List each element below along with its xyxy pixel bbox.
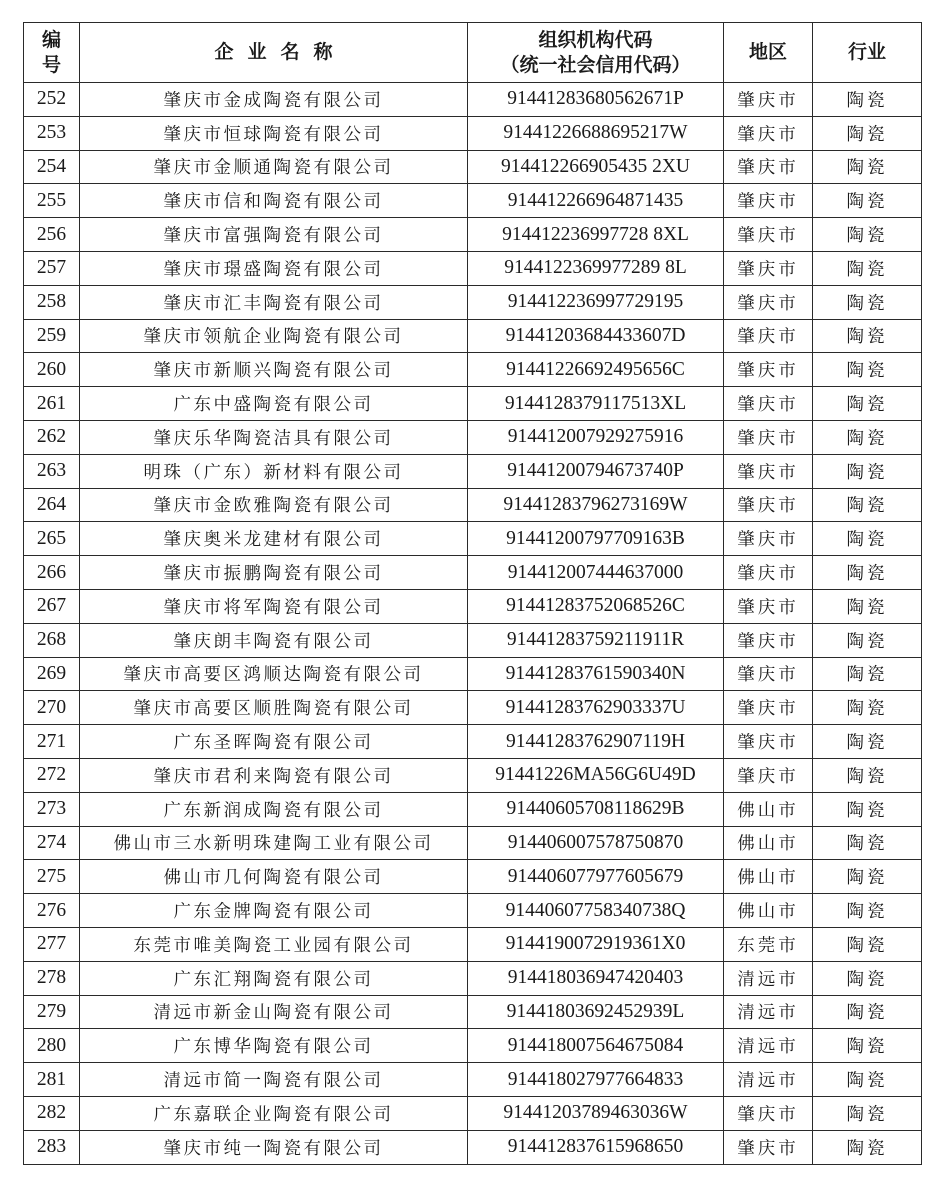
- company-name-cell: 广东金牌陶瓷有限公司: [80, 894, 468, 928]
- table-row: [24, 691, 922, 725]
- table-row: [24, 116, 922, 150]
- industry-cell: 陶瓷: [813, 83, 922, 117]
- region-cell: 肇庆市: [724, 353, 813, 387]
- row-number-cell: 256: [24, 218, 80, 252]
- row-number-cell: 277: [24, 927, 80, 961]
- industry-cell: 陶瓷: [813, 758, 922, 792]
- row-number-cell: 282: [24, 1096, 80, 1130]
- region-cell: 清远市: [724, 1063, 813, 1097]
- region-cell: 肇庆市: [724, 589, 813, 623]
- industry-cell: 陶瓷: [813, 150, 922, 184]
- header-company-name-label: 企业名称: [214, 41, 347, 63]
- company-name-cell: 肇庆市君利来陶瓷有限公司: [80, 758, 468, 792]
- row-number-cell: 253: [24, 116, 80, 150]
- region-cell: 肇庆市: [724, 623, 813, 657]
- industry-cell: 陶瓷: [813, 1130, 922, 1164]
- credit-code-cell: 91441200797709163B: [468, 522, 724, 556]
- credit-code-cell: 914412236997729195: [468, 285, 724, 319]
- company-name-cell: 清远市新金山陶瓷有限公司: [80, 995, 468, 1029]
- region-cell: 肇庆市: [724, 1130, 813, 1164]
- table-row: [24, 927, 922, 961]
- row-number-cell: 265: [24, 522, 80, 556]
- region-cell: 肇庆市: [724, 251, 813, 285]
- table-row: [24, 420, 922, 454]
- region-cell: 肇庆市: [724, 522, 813, 556]
- credit-code-cell: 914412007929275916: [468, 420, 724, 454]
- table-row: [24, 319, 922, 353]
- table-row: [24, 657, 922, 691]
- row-number-cell: 264: [24, 488, 80, 522]
- credit-code-cell: 91441200794673740P: [468, 454, 724, 488]
- company-name-cell: 肇庆市金成陶瓷有限公司: [80, 83, 468, 117]
- row-number-cell: 260: [24, 353, 80, 387]
- region-cell: 肇庆市: [724, 556, 813, 590]
- company-name-cell: 肇庆市纯一陶瓷有限公司: [80, 1130, 468, 1164]
- region-cell: 肇庆市: [724, 725, 813, 759]
- table-row: [24, 826, 922, 860]
- company-name-cell: 清远市简一陶瓷有限公司: [80, 1063, 468, 1097]
- row-number-cell: 281: [24, 1063, 80, 1097]
- company-name-cell: 广东新润成陶瓷有限公司: [80, 792, 468, 826]
- table-row: [24, 150, 922, 184]
- industry-cell: 陶瓷: [813, 285, 922, 319]
- header-org-code-line1: 组织机构代码: [538, 28, 653, 51]
- table-header-row: [24, 23, 922, 83]
- industry-cell: 陶瓷: [813, 251, 922, 285]
- company-name-cell: 肇庆市领航企业陶瓷有限公司: [80, 319, 468, 353]
- region-cell: 肇庆市: [724, 319, 813, 353]
- credit-code-cell: 91441226MA56G6U49D: [468, 758, 724, 792]
- credit-code-cell: 91441283762903337U: [468, 691, 724, 725]
- region-cell: 肇庆市: [724, 758, 813, 792]
- credit-code-cell: 914412236997728 8XL: [468, 218, 724, 252]
- row-number-cell: 267: [24, 589, 80, 623]
- company-name-cell: 肇庆市信和陶瓷有限公司: [80, 184, 468, 218]
- credit-code-cell: 91441803692452939L: [468, 995, 724, 1029]
- row-number-cell: 255: [24, 184, 80, 218]
- company-name-cell: 肇庆市振鹏陶瓷有限公司: [80, 556, 468, 590]
- region-cell: 东莞市: [724, 927, 813, 961]
- industry-cell: 陶瓷: [813, 522, 922, 556]
- row-number-cell: 266: [24, 556, 80, 590]
- company-name-cell: 肇庆朗丰陶瓷有限公司: [80, 623, 468, 657]
- industry-cell: 陶瓷: [813, 961, 922, 995]
- region-cell: 肇庆市: [724, 83, 813, 117]
- company-name-cell: 肇庆市金欧雅陶瓷有限公司: [80, 488, 468, 522]
- company-name-cell: 广东中盛陶瓷有限公司: [80, 387, 468, 421]
- industry-cell: 陶瓷: [813, 319, 922, 353]
- credit-code-cell: 91441226692495656C: [468, 353, 724, 387]
- credit-code-cell: 914412007444637000: [468, 556, 724, 590]
- industry-cell: 陶瓷: [813, 995, 922, 1029]
- industry-cell: 陶瓷: [813, 691, 922, 725]
- header-org-code: [468, 23, 724, 83]
- row-number-cell: 283: [24, 1130, 80, 1164]
- industry-cell: 陶瓷: [813, 792, 922, 826]
- header-region: 地区: [724, 23, 813, 83]
- region-cell: 佛山市: [724, 826, 813, 860]
- credit-code-cell: 914418036947420403: [468, 961, 724, 995]
- industry-cell: 陶瓷: [813, 353, 922, 387]
- header-number-line1: 编: [41, 28, 61, 51]
- region-cell: 肇庆市: [724, 691, 813, 725]
- industry-cell: 陶瓷: [813, 1096, 922, 1130]
- row-number-cell: 263: [24, 454, 80, 488]
- credit-code-cell: 914418027977664833: [468, 1063, 724, 1097]
- table-row: [24, 589, 922, 623]
- table-row: [24, 251, 922, 285]
- industry-cell: 陶瓷: [813, 1063, 922, 1097]
- company-name-cell: 肇庆市璟盛陶瓷有限公司: [80, 251, 468, 285]
- industry-cell: 陶瓷: [813, 826, 922, 860]
- company-name-cell: 佛山市几何陶瓷有限公司: [80, 860, 468, 894]
- row-number-cell: 262: [24, 420, 80, 454]
- industry-cell: 陶瓷: [813, 927, 922, 961]
- row-number-cell: 270: [24, 691, 80, 725]
- table-row: [24, 218, 922, 252]
- region-cell: 肇庆市: [724, 387, 813, 421]
- row-number-cell: 268: [24, 623, 80, 657]
- company-name-cell: 广东圣晖陶瓷有限公司: [80, 725, 468, 759]
- industry-cell: 陶瓷: [813, 860, 922, 894]
- header-number: [24, 23, 80, 83]
- credit-code-cell: 91441283796273169W: [468, 488, 724, 522]
- credit-code-cell: 91441283762907119H: [468, 725, 724, 759]
- industry-cell: 陶瓷: [813, 454, 922, 488]
- table-row: [24, 184, 922, 218]
- credit-code-cell: 9144122369977289 8L: [468, 251, 724, 285]
- region-cell: 清远市: [724, 961, 813, 995]
- region-cell: 肇庆市: [724, 218, 813, 252]
- row-number-cell: 261: [24, 387, 80, 421]
- row-number-cell: 269: [24, 657, 80, 691]
- region-cell: 肇庆市: [724, 285, 813, 319]
- table-row: [24, 1130, 922, 1164]
- row-number-cell: 271: [24, 725, 80, 759]
- credit-code-cell: 91441283759211911R: [468, 623, 724, 657]
- table-row: [24, 995, 922, 1029]
- row-number-cell: 279: [24, 995, 80, 1029]
- region-cell: 清远市: [724, 995, 813, 1029]
- company-name-cell: 肇庆市汇丰陶瓷有限公司: [80, 285, 468, 319]
- row-number-cell: 275: [24, 860, 80, 894]
- header-industry: 行业: [813, 23, 922, 83]
- header-org-code-line2: （统一社会信用代码）: [500, 53, 691, 76]
- company-name-cell: 佛山市三水新明珠建陶工业有限公司: [80, 826, 468, 860]
- row-number-cell: 257: [24, 251, 80, 285]
- industry-cell: 陶瓷: [813, 488, 922, 522]
- region-cell: 肇庆市: [724, 116, 813, 150]
- table-row: [24, 1096, 922, 1130]
- region-cell: 肇庆市: [724, 150, 813, 184]
- row-number-cell: 280: [24, 1029, 80, 1063]
- row-number-cell: 278: [24, 961, 80, 995]
- row-number-cell: 272: [24, 758, 80, 792]
- table-row: [24, 894, 922, 928]
- table-row: [24, 353, 922, 387]
- region-cell: 肇庆市: [724, 488, 813, 522]
- credit-code-cell: 91441203789463036W: [468, 1096, 724, 1130]
- row-number-cell: 259: [24, 319, 80, 353]
- region-cell: 肇庆市: [724, 1096, 813, 1130]
- industry-cell: 陶瓷: [813, 725, 922, 759]
- company-name-cell: 广东博华陶瓷有限公司: [80, 1029, 468, 1063]
- region-cell: 清远市: [724, 1029, 813, 1063]
- row-number-cell: 252: [24, 83, 80, 117]
- company-name-cell: 广东嘉联企业陶瓷有限公司: [80, 1096, 468, 1130]
- region-cell: 佛山市: [724, 894, 813, 928]
- company-name-cell: 肇庆市高要区鸿顺达陶瓷有限公司: [80, 657, 468, 691]
- table-row: [24, 1063, 922, 1097]
- company-name-cell: 肇庆市新顺兴陶瓷有限公司: [80, 353, 468, 387]
- industry-cell: 陶瓷: [813, 894, 922, 928]
- region-cell: 肇庆市: [724, 420, 813, 454]
- industry-cell: 陶瓷: [813, 556, 922, 590]
- industry-cell: 陶瓷: [813, 116, 922, 150]
- industry-cell: 陶瓷: [813, 589, 922, 623]
- enterprise-table: [23, 22, 922, 1165]
- company-name-cell: 明珠（广东）新材料有限公司: [80, 454, 468, 488]
- industry-cell: 陶瓷: [813, 420, 922, 454]
- company-name-cell: 广东汇翔陶瓷有限公司: [80, 961, 468, 995]
- region-cell: 肇庆市: [724, 657, 813, 691]
- industry-cell: 陶瓷: [813, 387, 922, 421]
- company-name-cell: 肇庆奥米龙建材有限公司: [80, 522, 468, 556]
- credit-code-cell: 9144190072919361X0: [468, 927, 724, 961]
- company-name-cell: 肇庆乐华陶瓷洁具有限公司: [80, 420, 468, 454]
- table-row: [24, 623, 922, 657]
- company-name-cell: 肇庆市将军陶瓷有限公司: [80, 589, 468, 623]
- company-name-cell: 肇庆市富强陶瓷有限公司: [80, 218, 468, 252]
- table-row: [24, 556, 922, 590]
- credit-code-cell: 9144128379117513XL: [468, 387, 724, 421]
- company-name-cell: 肇庆市金顺通陶瓷有限公司: [80, 150, 468, 184]
- table-row: [24, 83, 922, 117]
- company-name-cell: 东莞市唯美陶瓷工业园有限公司: [80, 927, 468, 961]
- table-row: [24, 387, 922, 421]
- industry-cell: 陶瓷: [813, 657, 922, 691]
- industry-cell: 陶瓷: [813, 623, 922, 657]
- company-name-cell: 肇庆市高要区顺胜陶瓷有限公司: [80, 691, 468, 725]
- region-cell: 佛山市: [724, 792, 813, 826]
- credit-code-cell: 914406007578750870: [468, 826, 724, 860]
- region-cell: 肇庆市: [724, 454, 813, 488]
- credit-code-cell: 91441226688695217W: [468, 116, 724, 150]
- table-row: [24, 758, 922, 792]
- credit-code-cell: 91441283680562671P: [468, 83, 724, 117]
- row-number-cell: 254: [24, 150, 80, 184]
- table-row: [24, 961, 922, 995]
- credit-code-cell: 914412266964871435: [468, 184, 724, 218]
- credit-code-cell: 914412837615968650: [468, 1130, 724, 1164]
- row-number-cell: 273: [24, 792, 80, 826]
- credit-code-cell: 914418007564675084: [468, 1029, 724, 1063]
- header-company-name: [80, 23, 468, 83]
- credit-code-cell: 91440605708118629B: [468, 792, 724, 826]
- credit-code-cell: 91441203684433607D: [468, 319, 724, 353]
- row-number-cell: 274: [24, 826, 80, 860]
- industry-cell: 陶瓷: [813, 218, 922, 252]
- row-number-cell: 258: [24, 285, 80, 319]
- header-number-line2: 号: [41, 53, 61, 76]
- industry-cell: 陶瓷: [813, 1029, 922, 1063]
- table-row: [24, 1029, 922, 1063]
- credit-code-cell: 914406077977605679: [468, 860, 724, 894]
- table-body: [24, 83, 922, 1165]
- table-row: [24, 285, 922, 319]
- credit-code-cell: 914412266905435 2XU: [468, 150, 724, 184]
- table-row: [24, 792, 922, 826]
- row-number-cell: 276: [24, 894, 80, 928]
- region-cell: 肇庆市: [724, 184, 813, 218]
- enterprise-list-sheet: [23, 22, 921, 1165]
- table-row: [24, 454, 922, 488]
- table-row: [24, 488, 922, 522]
- table-row: [24, 860, 922, 894]
- credit-code-cell: 91441283761590340N: [468, 657, 724, 691]
- table-row: [24, 725, 922, 759]
- credit-code-cell: 91441283752068526C: [468, 589, 724, 623]
- company-name-cell: 肇庆市恒球陶瓷有限公司: [80, 116, 468, 150]
- industry-cell: 陶瓷: [813, 184, 922, 218]
- credit-code-cell: 91440607758340738Q: [468, 894, 724, 928]
- table-row: [24, 522, 922, 556]
- region-cell: 佛山市: [724, 860, 813, 894]
